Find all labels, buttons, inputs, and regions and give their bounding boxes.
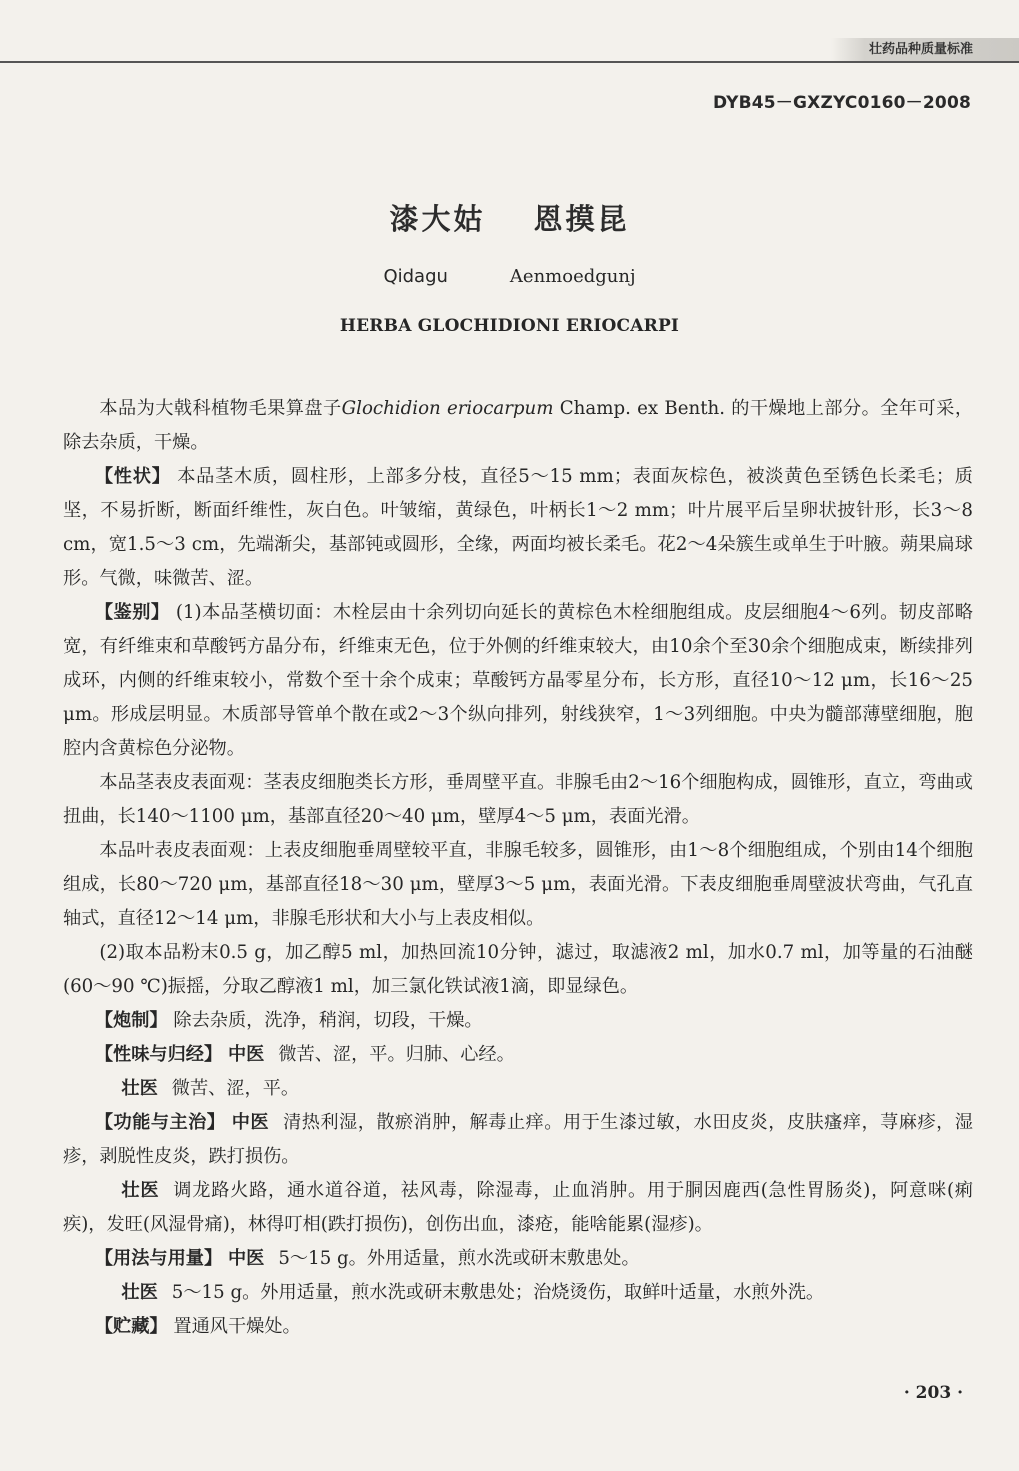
monograph-title <box>0 197 1019 238</box>
zhongyi-text: 5～15 g。外用适量，煎水洗或研末敷患处。 <box>278 1248 640 1269</box>
zhuangyi-text: 5～15 g。外用适量，煎水洗或研末敷患处；治烧烫伤，取鲜叶适量，水煎外洗。 <box>171 1282 825 1303</box>
section-tag: 【贮藏】 <box>94 1316 168 1337</box>
header-rule <box>0 61 1019 63</box>
section-tag: 【性味与归经】 <box>94 1044 223 1065</box>
zhongyi-label: 中医 <box>231 1112 270 1133</box>
gongneng-zhuangyi <box>63 1174 973 1242</box>
section-tag: 【功能与主治】 <box>94 1112 226 1133</box>
section-jianbie <box>63 596 973 766</box>
section-tag: 【鉴别】 <box>94 602 170 623</box>
intro-paragraph <box>63 392 973 460</box>
page-number: · 203 · <box>903 1383 963 1403</box>
zhuangyi-label: 壮医 <box>121 1078 158 1099</box>
yongfa-zhuangyi <box>63 1276 973 1310</box>
section-text: 本品茎木质，圆柱形，上部多分枝，直径5～15 mm；表面灰棕色，被淡黄色至锈色长柔毛；质坚，不易折断，断面纤维性，灰白色。叶皱缩，黄绿色，叶柄长1～2 mm；叶片展平后呈卵状披针形，长3～8 cm，宽1.5～3 cm，先端渐尖，基部钝或圆形，全缘，两面均被长柔毛。花2～4朵簇生或单生于叶腋。蒴果扁球形。气微，味微苦、涩。 <box>63 466 973 589</box>
jianbie-paragraph-2: 本品茎表皮表面观：茎表皮细胞类长方形，垂周壁平直。非腺毛由2～16个细胞构成，圆锥形，直立，弯曲或扭曲，长140～1100 μm，基部直径20～40 μm，壁厚4～5 μm，表面光滑。 <box>63 772 973 827</box>
section-gongneng <box>63 1106 973 1174</box>
pinyin-name: Qidagu <box>383 266 448 287</box>
section-tag: 【性状】 <box>94 466 171 487</box>
standard-code: DYB45－GXZYC0160－2008 <box>713 93 971 113</box>
zhongyi-label: 中医 <box>227 1248 265 1269</box>
pinyin-line <box>0 266 1019 287</box>
section-zhucang <box>63 1310 973 1344</box>
section-text: (1)本品茎横切面：木栓层由十余列切向延长的黄棕色木栓细胞组成。皮层细胞4～6列。韧皮部略宽，有纤维束和草酸钙方晶分布，纤维束无色，位于外侧的纤维束较大，由10余个至30余个细胞成束，断续排列成环，内侧的纤维束较小，常数个至十余个成束；草酸钙方晶零星分布，长方形，直径10～12 μm，长16～25 μm。形成层明显。木质部导管单个散在或2～3个纵向排列，射线狭窄，1～3列细胞。中央为髓部薄壁细胞，胞腔内含黄棕色分泌物。 <box>63 602 973 759</box>
zhongyi-text: 微苦、涩，平。归肺、心经。 <box>278 1044 515 1065</box>
section-yongfa <box>63 1242 973 1276</box>
zhongyi-text: 清热利湿，散瘀消肿，解毒止痒。用于生漆过敏，水田皮炎，皮肤瘙痒，荨麻疹，湿疹，剥脱性皮炎，跌打损伤。 <box>63 1112 973 1167</box>
section-xingwei <box>63 1038 973 1072</box>
monograph-body <box>63 392 973 1344</box>
zhuangyi-label: 壮医 <box>121 1180 160 1201</box>
zhuangyi-label: 壮医 <box>121 1282 158 1303</box>
section-tag: 【用法与用量】 <box>94 1248 223 1269</box>
xingwei-zhuangyi <box>63 1072 973 1106</box>
intro-text: 本品为大戟科植物毛果算盘子 <box>99 398 342 419</box>
zhongyi-label: 中医 <box>227 1044 265 1065</box>
jianbie-paragraph-4: (2)取本品粉末0.5 g，加乙醇5 ml，加热回流10分钟，滤过，取滤液2 ml，加水0.7 ml，加等量的石油醚(60～90 ℃)振摇，分取乙醇液1 ml，加三氯化铁试液1滴，即显绿色。 <box>63 942 973 997</box>
zhuangyi-text: 微苦、涩，平。 <box>171 1078 300 1099</box>
jianbie-paragraph-3: 本品叶表皮表面观：上表皮细胞垂周壁较平直，非腺毛较多，圆锥形，由1～8个细胞组成，个别由14个细胞组成，长80～720 μm，基部直径18～30 μm，壁厚3～5 μm，表面光滑。下表皮细胞垂周壁波状弯曲，气孔直轴式，直径12～14 μm，非腺毛形状和大小与上表皮相似。 <box>63 840 973 929</box>
section-xingzhuang <box>63 460 973 596</box>
section-text: 置通风干燥处。 <box>173 1316 301 1337</box>
section-paozhi <box>63 1004 973 1038</box>
chinese-name: 漆大姑 <box>389 202 486 236</box>
zhuang-name: 恩摸昆 <box>533 202 630 236</box>
latin-name: HERBA GLOCHIDIONI ERIOCARPI <box>339 316 680 336</box>
zhuang-pinyin-name: Aenmoedgunj <box>509 266 636 287</box>
zhuangyi-text: 调龙路火路，通水道谷道，祛风毒，除湿毒，止血消肿。用于胴因鹿西(急性胃肠炎)，阿意咪(痢疾)，发旺(风湿骨痛)，林得叮相(跌打损伤)，创伤出血，漆疮，能啥能累(湿疹)。 <box>63 1180 973 1235</box>
intro-text-tail: Champ. ex Benth. 的干燥地上部分。全年可采，除去杂质，干燥。 <box>63 398 974 453</box>
section-tag: 【炮制】 <box>94 1010 168 1031</box>
species-latin-name: Glochidion eriocarpum <box>341 398 554 419</box>
series-title: 壮药品种质量标准 <box>831 38 1019 61</box>
section-text: 除去杂质，洗净，稍润，切段，干燥。 <box>173 1010 483 1031</box>
